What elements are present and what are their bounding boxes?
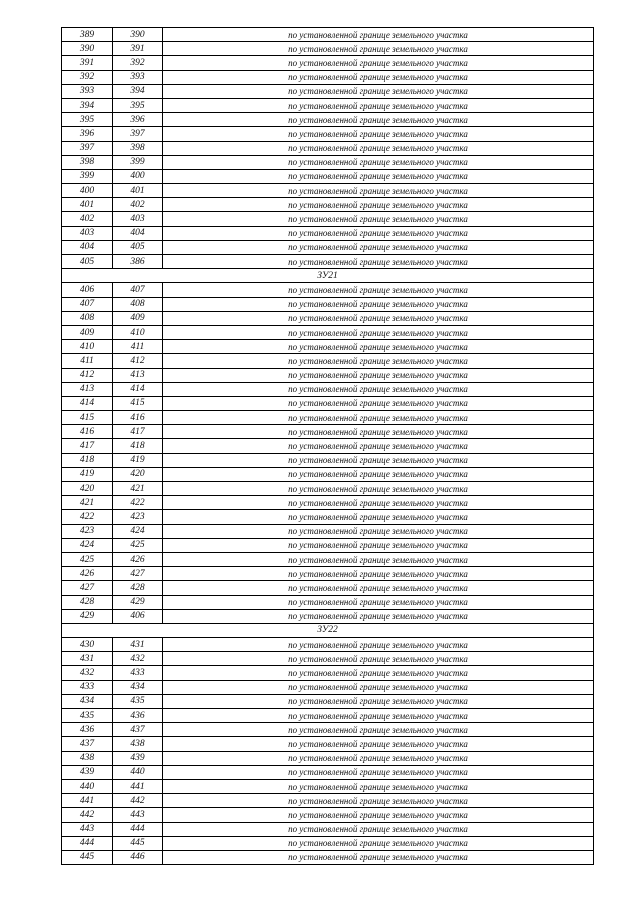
point-to-cell: 406 [113, 609, 163, 623]
boundary-description-cell: по установленной границе земельного участка [163, 496, 594, 510]
boundary-description-cell: по установленной границе земельного участка [163, 411, 594, 425]
boundary-description-cell: по установленной границе земельного участка [163, 354, 594, 368]
point-to-cell: 421 [113, 482, 163, 496]
table-row [62, 524, 594, 538]
table-row [62, 836, 594, 850]
point-to-cell: 399 [113, 155, 163, 169]
point-to-cell: 411 [113, 340, 163, 354]
point-from-cell: 432 [62, 666, 113, 680]
point-from-cell: 428 [62, 595, 113, 609]
boundary-description-cell: по установленной границе земельного участка [163, 652, 594, 666]
table-row [62, 240, 594, 254]
point-to-cell: 433 [113, 666, 163, 680]
point-from-cell: 395 [62, 113, 113, 127]
table-row [62, 723, 594, 737]
point-from-cell: 390 [62, 42, 113, 56]
point-from-cell: 409 [62, 325, 113, 339]
table-row [62, 226, 594, 240]
point-from-cell: 407 [62, 297, 113, 311]
table-row [62, 552, 594, 566]
point-from-cell: 403 [62, 226, 113, 240]
table-row [62, 113, 594, 127]
boundary-description-cell: по установленной границе земельного участка [163, 723, 594, 737]
table-row [62, 311, 594, 325]
boundary-description-cell: по установленной границе земельного участка [163, 382, 594, 396]
point-from-cell: 401 [62, 198, 113, 212]
point-from-cell: 391 [62, 56, 113, 70]
point-from-cell: 431 [62, 652, 113, 666]
point-to-cell: 445 [113, 836, 163, 850]
point-from-cell: 429 [62, 609, 113, 623]
point-from-cell: 418 [62, 453, 113, 467]
boundary-points-table-body [62, 28, 594, 865]
point-to-cell: 401 [113, 184, 163, 198]
boundary-description-cell: по установленной границе земельного участка [163, 552, 594, 566]
table-row [62, 368, 594, 382]
point-from-cell: 438 [62, 751, 113, 765]
point-to-cell: 429 [113, 595, 163, 609]
point-to-cell: 386 [113, 255, 163, 269]
point-to-cell: 393 [113, 70, 163, 84]
boundary-description-cell: по установленной границе земельного участка [163, 56, 594, 70]
point-to-cell: 442 [113, 794, 163, 808]
table-row [62, 56, 594, 70]
point-from-cell: 400 [62, 184, 113, 198]
table-row [62, 396, 594, 410]
point-from-cell: 423 [62, 524, 113, 538]
point-from-cell: 422 [62, 510, 113, 524]
table-row [62, 28, 594, 42]
point-from-cell: 436 [62, 723, 113, 737]
point-to-cell: 392 [113, 56, 163, 70]
point-to-cell: 416 [113, 411, 163, 425]
table-row [62, 354, 594, 368]
table-row [62, 666, 594, 680]
point-to-cell: 419 [113, 453, 163, 467]
table-row [62, 70, 594, 84]
boundary-description-cell: по установленной границе земельного участка [163, 240, 594, 254]
boundary-description-cell: по установленной границе земельного участка [163, 751, 594, 765]
boundary-description-cell: по установленной границе земельного участка [163, 325, 594, 339]
table-row [62, 42, 594, 56]
section-title: ЗУ21 [62, 269, 594, 283]
boundary-description-cell: по установленной границе земельного участка [163, 113, 594, 127]
point-from-cell: 402 [62, 212, 113, 226]
table-row [62, 709, 594, 723]
point-from-cell: 426 [62, 567, 113, 581]
point-to-cell: 418 [113, 439, 163, 453]
boundary-description-cell: по установленной границе земельного участка [163, 155, 594, 169]
point-to-cell: 400 [113, 169, 163, 183]
boundary-description-cell: по установленной границе земельного участка [163, 226, 594, 240]
boundary-description-cell: по установленной границе земельного участка [163, 42, 594, 56]
boundary-description-cell: по установленной границе земельного участка [163, 666, 594, 680]
table-row [62, 510, 594, 524]
point-to-cell: 440 [113, 765, 163, 779]
point-from-cell: 394 [62, 98, 113, 112]
point-from-cell: 440 [62, 779, 113, 793]
point-to-cell: 434 [113, 680, 163, 694]
point-from-cell: 397 [62, 141, 113, 155]
boundary-description-cell: по установленной границе земельного участка [163, 453, 594, 467]
table-row [62, 467, 594, 481]
boundary-description-cell: по установленной границе земельного участка [163, 340, 594, 354]
point-to-cell: 425 [113, 538, 163, 552]
boundary-description-cell: по установленной границе земельного участка [163, 127, 594, 141]
boundary-description-cell: по установленной границе земельного участка [163, 510, 594, 524]
point-from-cell: 408 [62, 311, 113, 325]
boundary-description-cell: по установленной границе земельного участка [163, 808, 594, 822]
point-to-cell: 403 [113, 212, 163, 226]
point-to-cell: 398 [113, 141, 163, 155]
table-row [62, 411, 594, 425]
boundary-description-cell: по установленной границе земельного участка [163, 794, 594, 808]
section-row [62, 623, 594, 637]
table-row [62, 638, 594, 652]
point-from-cell: 425 [62, 552, 113, 566]
boundary-description-cell: по установленной границе земельного участка [163, 70, 594, 84]
point-from-cell: 414 [62, 396, 113, 410]
table-row [62, 680, 594, 694]
table-row [62, 212, 594, 226]
table-row [62, 794, 594, 808]
point-to-cell: 407 [113, 283, 163, 297]
point-from-cell: 404 [62, 240, 113, 254]
point-from-cell: 411 [62, 354, 113, 368]
table-row [62, 567, 594, 581]
boundary-description-cell: по установленной границе земельного участка [163, 297, 594, 311]
boundary-description-cell: по установленной границе земельного участка [163, 212, 594, 226]
table-row [62, 340, 594, 354]
table-row [62, 297, 594, 311]
point-from-cell: 420 [62, 482, 113, 496]
table-row [62, 382, 594, 396]
point-from-cell: 398 [62, 155, 113, 169]
point-from-cell: 439 [62, 765, 113, 779]
boundary-description-cell: по установленной границе земельного участка [163, 638, 594, 652]
table-row [62, 184, 594, 198]
point-to-cell: 435 [113, 694, 163, 708]
point-to-cell: 441 [113, 779, 163, 793]
point-to-cell: 431 [113, 638, 163, 652]
boundary-description-cell: по установленной границе земельного участка [163, 850, 594, 864]
point-from-cell: 415 [62, 411, 113, 425]
point-to-cell: 444 [113, 822, 163, 836]
point-from-cell: 392 [62, 70, 113, 84]
point-from-cell: 396 [62, 127, 113, 141]
boundary-description-cell: по установленной границе земельного участка [163, 609, 594, 623]
table-row [62, 98, 594, 112]
table-row [62, 496, 594, 510]
point-from-cell: 427 [62, 581, 113, 595]
table-row [62, 765, 594, 779]
table-row [62, 453, 594, 467]
table-row [62, 609, 594, 623]
section-row [62, 269, 594, 283]
point-from-cell: 399 [62, 169, 113, 183]
boundary-description-cell: по установленной границе земельного участка [163, 822, 594, 836]
boundary-description-cell: по установленной границе земельного участка [163, 396, 594, 410]
boundary-description-cell: по установленной границе земельного участка [163, 709, 594, 723]
table-row [62, 808, 594, 822]
boundary-description-cell: по установленной границе земельного участка [163, 311, 594, 325]
point-from-cell: 389 [62, 28, 113, 42]
boundary-description-cell: по установленной границе земельного участка [163, 538, 594, 552]
table-row [62, 155, 594, 169]
point-to-cell: 390 [113, 28, 163, 42]
boundary-description-cell: по установленной границе земельного участка [163, 595, 594, 609]
point-from-cell: 419 [62, 467, 113, 481]
point-to-cell: 404 [113, 226, 163, 240]
point-from-cell: 406 [62, 283, 113, 297]
boundary-description-cell: по установленной границе земельного участка [163, 680, 594, 694]
point-to-cell: 424 [113, 524, 163, 538]
point-to-cell: 446 [113, 850, 163, 864]
point-to-cell: 397 [113, 127, 163, 141]
table-row [62, 255, 594, 269]
point-from-cell: 444 [62, 836, 113, 850]
table-row [62, 737, 594, 751]
point-to-cell: 396 [113, 113, 163, 127]
table-row [62, 169, 594, 183]
point-to-cell: 414 [113, 382, 163, 396]
point-from-cell: 430 [62, 638, 113, 652]
boundary-description-cell: по установленной границе земельного участка [163, 581, 594, 595]
point-to-cell: 410 [113, 325, 163, 339]
boundary-description-cell: по установленной границе земельного участка [163, 439, 594, 453]
point-from-cell: 443 [62, 822, 113, 836]
point-to-cell: 438 [113, 737, 163, 751]
point-to-cell: 422 [113, 496, 163, 510]
point-from-cell: 424 [62, 538, 113, 552]
table-row [62, 439, 594, 453]
point-from-cell: 433 [62, 680, 113, 694]
boundary-description-cell: по установленной границе земельного участка [163, 255, 594, 269]
point-to-cell: 409 [113, 311, 163, 325]
point-to-cell: 436 [113, 709, 163, 723]
point-to-cell: 415 [113, 396, 163, 410]
point-from-cell: 421 [62, 496, 113, 510]
table-row [62, 127, 594, 141]
boundary-points-table [61, 27, 594, 865]
boundary-description-cell: по установленной границе земельного участка [163, 836, 594, 850]
boundary-description-cell: по установленной границе земельного участка [163, 779, 594, 793]
table-row [62, 538, 594, 552]
point-to-cell: 432 [113, 652, 163, 666]
point-from-cell: 410 [62, 340, 113, 354]
boundary-description-cell: по установленной границе земельного участка [163, 169, 594, 183]
point-to-cell: 412 [113, 354, 163, 368]
boundary-description-cell: по установленной границе земельного участка [163, 467, 594, 481]
point-to-cell: 413 [113, 368, 163, 382]
table-row [62, 325, 594, 339]
point-to-cell: 405 [113, 240, 163, 254]
point-to-cell: 420 [113, 467, 163, 481]
point-from-cell: 435 [62, 709, 113, 723]
table-row [62, 751, 594, 765]
point-from-cell: 416 [62, 425, 113, 439]
point-to-cell: 395 [113, 98, 163, 112]
boundary-description-cell: по установленной границе земельного участка [163, 737, 594, 751]
point-to-cell: 428 [113, 581, 163, 595]
boundary-description-cell: по установленной границе земельного участка [163, 283, 594, 297]
section-title: ЗУ22 [62, 623, 594, 637]
table-row [62, 850, 594, 864]
point-to-cell: 426 [113, 552, 163, 566]
point-from-cell: 412 [62, 368, 113, 382]
table-row [62, 581, 594, 595]
point-from-cell: 434 [62, 694, 113, 708]
boundary-description-cell: по установленной границе земельного участка [163, 98, 594, 112]
point-to-cell: 427 [113, 567, 163, 581]
point-from-cell: 393 [62, 84, 113, 98]
point-to-cell: 437 [113, 723, 163, 737]
point-from-cell: 417 [62, 439, 113, 453]
table-row [62, 694, 594, 708]
table-row [62, 198, 594, 212]
boundary-description-cell: по установленной границе земельного участка [163, 141, 594, 155]
boundary-description-cell: по установленной границе земельного участка [163, 28, 594, 42]
point-from-cell: 437 [62, 737, 113, 751]
point-to-cell: 394 [113, 84, 163, 98]
boundary-description-cell: по установленной границе земельного участка [163, 694, 594, 708]
boundary-description-cell: по установленной границе земельного участка [163, 368, 594, 382]
point-from-cell: 413 [62, 382, 113, 396]
point-from-cell: 445 [62, 850, 113, 864]
point-from-cell: 442 [62, 808, 113, 822]
table-row [62, 822, 594, 836]
boundary-description-cell: по установленной границе земельного участка [163, 482, 594, 496]
table-row [62, 779, 594, 793]
point-to-cell: 391 [113, 42, 163, 56]
table-row [62, 283, 594, 297]
point-to-cell: 408 [113, 297, 163, 311]
boundary-description-cell: по установленной границе земельного участка [163, 524, 594, 538]
point-from-cell: 441 [62, 794, 113, 808]
point-to-cell: 402 [113, 198, 163, 212]
point-to-cell: 417 [113, 425, 163, 439]
boundary-description-cell: по установленной границе земельного участка [163, 184, 594, 198]
boundary-description-cell: по установленной границе земельного участка [163, 425, 594, 439]
point-to-cell: 443 [113, 808, 163, 822]
table-row [62, 652, 594, 666]
point-from-cell: 405 [62, 255, 113, 269]
table-row [62, 482, 594, 496]
boundary-description-cell: по установленной границе земельного участка [163, 765, 594, 779]
table-row [62, 141, 594, 155]
point-to-cell: 439 [113, 751, 163, 765]
table-row [62, 595, 594, 609]
boundary-description-cell: по установленной границе земельного участка [163, 198, 594, 212]
boundary-description-cell: по установленной границе земельного участка [163, 84, 594, 98]
point-to-cell: 423 [113, 510, 163, 524]
table-row [62, 84, 594, 98]
boundary-description-cell: по установленной границе земельного участка [163, 567, 594, 581]
table-row [62, 425, 594, 439]
